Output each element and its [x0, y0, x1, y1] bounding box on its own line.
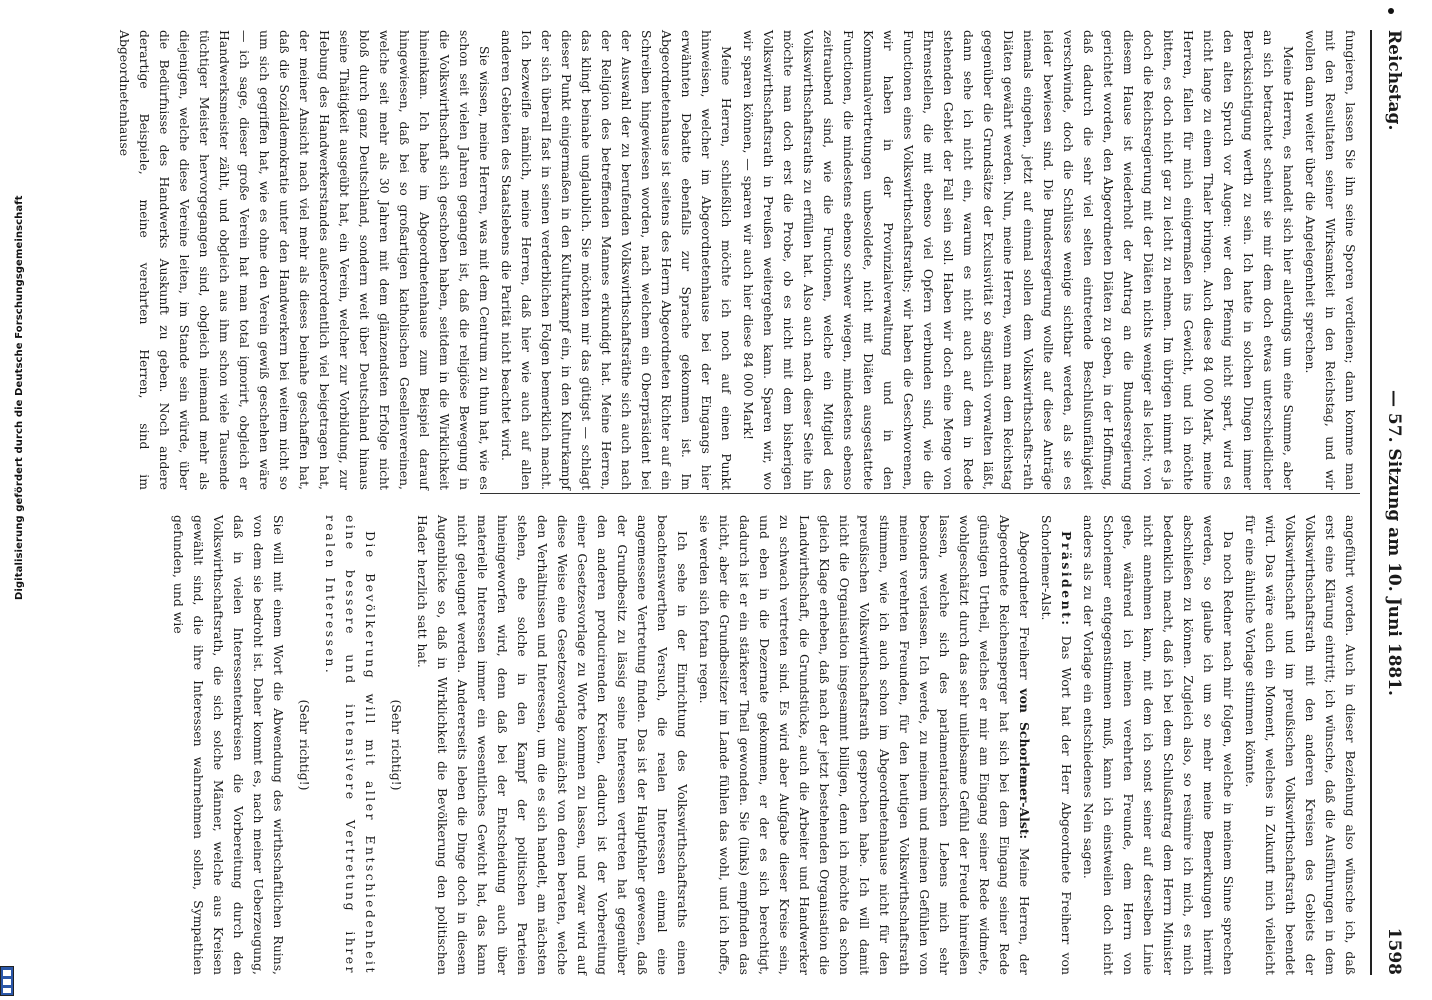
scanned-page: [117, 0, 1432, 1000]
left-column: [117, 30, 1360, 490]
audience-reaction: (Sehr richtig!): [389, 699, 404, 791]
speaker-intro: Abgeordneter Freiherr: [1017, 531, 1032, 680]
dfg-logo: [0, 966, 14, 996]
president-line: [1036, 515, 1076, 975]
spaced-sentence: Die Bevölkerung will mit aller Entschiedenheit eine bessere und intensivere Vertretung ihrer realen Interessen.: [323, 515, 378, 975]
right-paragraph: Da noch Redner nach mir folgen, welche in meinem Sinne sprechen werden, so glaube ich um so mehr meine Bemerkungen hiermit abschließen zu können. Zugleich also, so resümire ich mich, es mich bedenklich macht, daß ich bei dem Schlußantrag dem Herrn Minister nicht annehmen kann, mit dem ich sonst seiner auf derselben Linie gehe, während ich meinen verehrten Freunde, dem Herrn von Schorlemer entgegenstimmen muß, kann ich einstweilen doch nicht anders als zu der Vorlage ein entschiedenes Nein sagen.: [1081, 515, 1236, 975]
left-paragraph: fungieren, lassen Sie ihn seine Sporen verdienen; dann komme man mit den Resultaten seiner Wirksamkeit in den Reichstag, und wir wollen dann weiter über die Angelegenheit sprechen.: [1303, 30, 1358, 490]
right-column: [160, 515, 1360, 975]
president-text: Das Wort hat der Herr Abgeordnete Freiherr von Schorlemer-Alst.: [1039, 515, 1074, 975]
speaker-line: [694, 515, 1034, 975]
speaker-paragraph: Sie will mit einem Wort die Abwendung des wirthschaftlichen Ruins, von dem sie bedroht ist. Daher kommt es, nach meiner Ueberzeugung, daß in vielen Interessentenkreisen die Vorbereitung durch den Volkswirthschaftsrath, die sich solche Männer, welche aus Kreisen gewählt sind, die ihre Interessen wahrnehmen sollen, Sympathien gefunden, und wie: [171, 515, 286, 975]
audience-reaction: (Sehr richtig!): [297, 699, 312, 791]
right-paragraph: angeführt worden. Auch in dieser Beziehung also wünsche ich, daß erst eine Klärung eintritt; ich wünsche, daß die Ausführungen in dem Volkswirthschaftsrath mit den anderen Kreisen des Gebiets der Volkswirthschaft und im preußischen Volkswirthschaftsrath beendet wird. Das wäre auch ein Moment, welches in Zukunft mich vielleicht für eine ähnliche Vorlage stimmen könnte.: [1243, 515, 1358, 975]
header-left: Reichstag.: [1384, 30, 1404, 131]
ink-dot: [1388, 8, 1394, 14]
left-paragraph: Meine Herren, es handelt sich hier allerdings um eine Summe, aber an sich betrachtet scheint sie mir dem doch etwas unterschiedlicher Berücksichtigung werth zu sein. Ich hatte in solchen Dingen immer den alten Spruch vor Augen: wer den Pfennig nicht spart, wird es nicht lange zu einem Thaler bringen. Auch diese 84 000 Mark, meine Herren, fallen für mich einigermaßen ins Gewicht, und ich möchte bitten, es doch nicht gar zu leicht zu nehmen. Im übrigen nimmt es ja doch die Reichsregierung mit der Diäten nichts weniger als leicht; von diesem Hause ist wiederholt der Antrag an die Bundesregierung gerichtet worden, den Abgeordneten Diäten zu geben, in der Hoffnung, daß dadurch die sehr viel selten eintretende Beschlußunfähigkeit verschwinde, doch die Schlüsse wenige sichtbar werden, als sie es leider bewiesen sind. Die Bundesregierung wollte auf diese Anträge niemals eingehen, jetzt auf einmal sollen dem Volkswirthschafts-rath Diäten gewährt werden. Nun, meine Herren, wenn man dem Reichstag gegenüber die Grundsätze der Exclusivität so ängstlich vorwalten läßt, dann sehe ich nicht ein, warum es nicht auch auf dem in Rede stehenden Gebiet der Fall sein soll. Haben wir doch eine Menge von Ehrenstellen, die mit ebenso viel Opfern verbunden sind, wie die Functionen eines Volkswirthschaftsraths; wir haben die Geschworenen, wir haben in der Provinzialverwaltung und in den Kommunalvertretungen unbesoldete, nicht mit Diäten ausgestattete Functionen, die mindestens ebenso schwer wiegen, mindestens ebenso zeitraubend sind, wie die Functionen, welche ein Mitglied des Volkswirthschaftsraths zu erfüllen hat. Also auch nach dieser Seite hin möchte man doch erst die Probe, ob es nicht mit dem bisherigen Volkswirthschaftsrath in Preußen weitergehen kann. Sparen wir, wo wir sparen können, — sparen wir auch hier diese 84 000 Mark!: [741, 30, 1296, 490]
header-center: — 57. Sitzung am 10. Juni 1881.: [1384, 390, 1404, 696]
left-paragraph: Meine Herren, schließlich möchte ich noch auf einen Punkt hinweisen, welcher im Abgeordnetenhause bei der Eingangs hier erwähnten Debatte ebenfalls zur Sprache gekommen ist. Im Abgeordnetenhause ist seitens des Herrn Abgeordneten Richter auf ein Schreiben hingewiesen worden, nach welchem ein Oberpräsident bei der Auswahl der zu berufenden Volkswirthschaftsräthe sich auch nach der Religion des betreffenden Mannes erkundigt hat. Meine Herren, das klingt beinahe unglaublich. Sie möchten mir das gütigst — schlagt dieser Punkt einigermaßen in den Kulturkampf ein, in den Kulturkampf der sich überall fast in seinen verderblichen Folgen bemerklich macht. Ich bezweifle nämlich, meine Herren, daß hier wie auch auf allen anderen Gebieten des Staatslebens die Parität nicht beachtet wird.: [499, 30, 734, 490]
column-divider: [480, 493, 1360, 494]
speaker-paragraph: Ich sehe in der Einrichtung des Volkswirthschaftsraths einen beachtenswerthen Versuch, die realen Interessen einmal eine angemessene Vertretung finden. Das ist der Hauptfehler gewesen, daß der Grundbesitz zu lässig seine Interessen vertreten hat gegenüber den anderen producirenden Kreisen, dadurch ist der Vorbereitung einer Gesetzesvorlage zu Worte kommen zu lassen, und zwar wird auf diese Weise eine Gesetzesvorlage zunächst von denen beraten, welche den Verhältnissen und Interessen, um die es sich handelt, am nächsten stehen, ehe solche in den Kampf der politischen Parteien hineingeworfen wird, denn daß bei der Entscheidung auch über materielle Interessen immer ein wesentliches Gewicht hat, das kann nicht geleugnet werden. Andererseits leben die Dinge doch in diesem Augenblicke so, daß in Wirklichkeit die Bevölkerung den politischen Hader herzlich satt hat.: [415, 515, 690, 975]
president-label: Präsident:: [1059, 531, 1074, 628]
left-paragraph: Sie wissen, meine Herren, was mit dem Centrum zu thun hat, wie es schon seit vielen Jahren gegangen ist, daß die religiöse Bewegung in die Volkswirthschaft sich geschoben haben, seitdem in die Wirklichkeit hineinkam. Ich habe im Abgeordnetenhause zum Beispiel darauf hingewiesen, daß bei so großartigen katholischen Gesellenvereinen, welche seit mehr als 30 Jahren mit dem glänzendsten Erfolge nicht bloß durch ganz Deutschland, sondern weit über Deutschland hinaus seine Thätigkeit ausgeübt hat, ein Verein, welcher zur Vorbildung, zur Hebung des Handwerkerstandes außerordentlich viel beigetragen hat, der meiner Ansicht nach viel mehr als dieses beinahe geschaffen hat, daß die Sozialdemokratie unter den Handwerkern bei weitem nicht so um sich gegriffen hat, wie es ohne den Verein gewiß geschehen wäre — ich sage, dieser große Verein hat man total ignorirt, obgleich er Handwerksmeister zählt, und obgleich aus ihm schon viele Tausende tüchtiger Meister hervorgegangen sind, obgleich niemand mehr als diejenigen, welche diese Vereine leiten, im Stande sein würde, über die Bedürfnisse des Handwerks Auskunft zu geben. Noch andere derartige Beispiele, meine verehrten Herren, sind im Abgeordnetenhause: [117, 30, 492, 490]
page-number: 1598: [1384, 927, 1404, 975]
funding-credit: Digitalisierung gefördert durch die Deutsche Forschungsgemeinschaft: [14, 195, 25, 600]
page-header: [1370, 30, 1412, 975]
speaker-paragraph: Meine Herren, der Abgeordnete Reichensperger hat sich bei dem Eingang seiner Rede günstigen Urtheil, welches er mir am Eingang seiner Rede widmete, wohlgeschätzt durch das sehr unliebsame Gefühl der Freude hinreißen lassen, welche sich des parlamentarischen Lebens mich sehr besonders verlassen. Ich werde, zu meinem und meinen Gefühlen von meinen verehrten Freunden, für den heutigen Volkswirthschaftsrath stimmen, wie ich auch schon im Abgeordnetenhause nicht für den preußischen Volkswirthschaftsrath gesprochen habe. Ich will damit nicht die Organisation insgesammt billigen, denn ich möchte da schon gleich Klage erheben, daß nach der jetzt bestehenden Organisation die Landwirthschaft, die Grundstücke, auch die Arbeiter und Handwerker zu schwach vertreten sind. Es wird aber Aufgabe dieser Kreise sein, und eben in die Dezernate gekommen, er der es sich berechtigt, dadurch ist er ein stärkerer Theil gewonden. Sie (links) empfinden das nicht, aber die Grundbesitzer im Lande fühlen das wohl, und ich hoffe, sie werden sich fortan regen.: [697, 515, 1032, 975]
digitisation-strip: [0, 0, 25, 1000]
speaker-name: von Schorlemer-Alst:: [1017, 688, 1032, 840]
